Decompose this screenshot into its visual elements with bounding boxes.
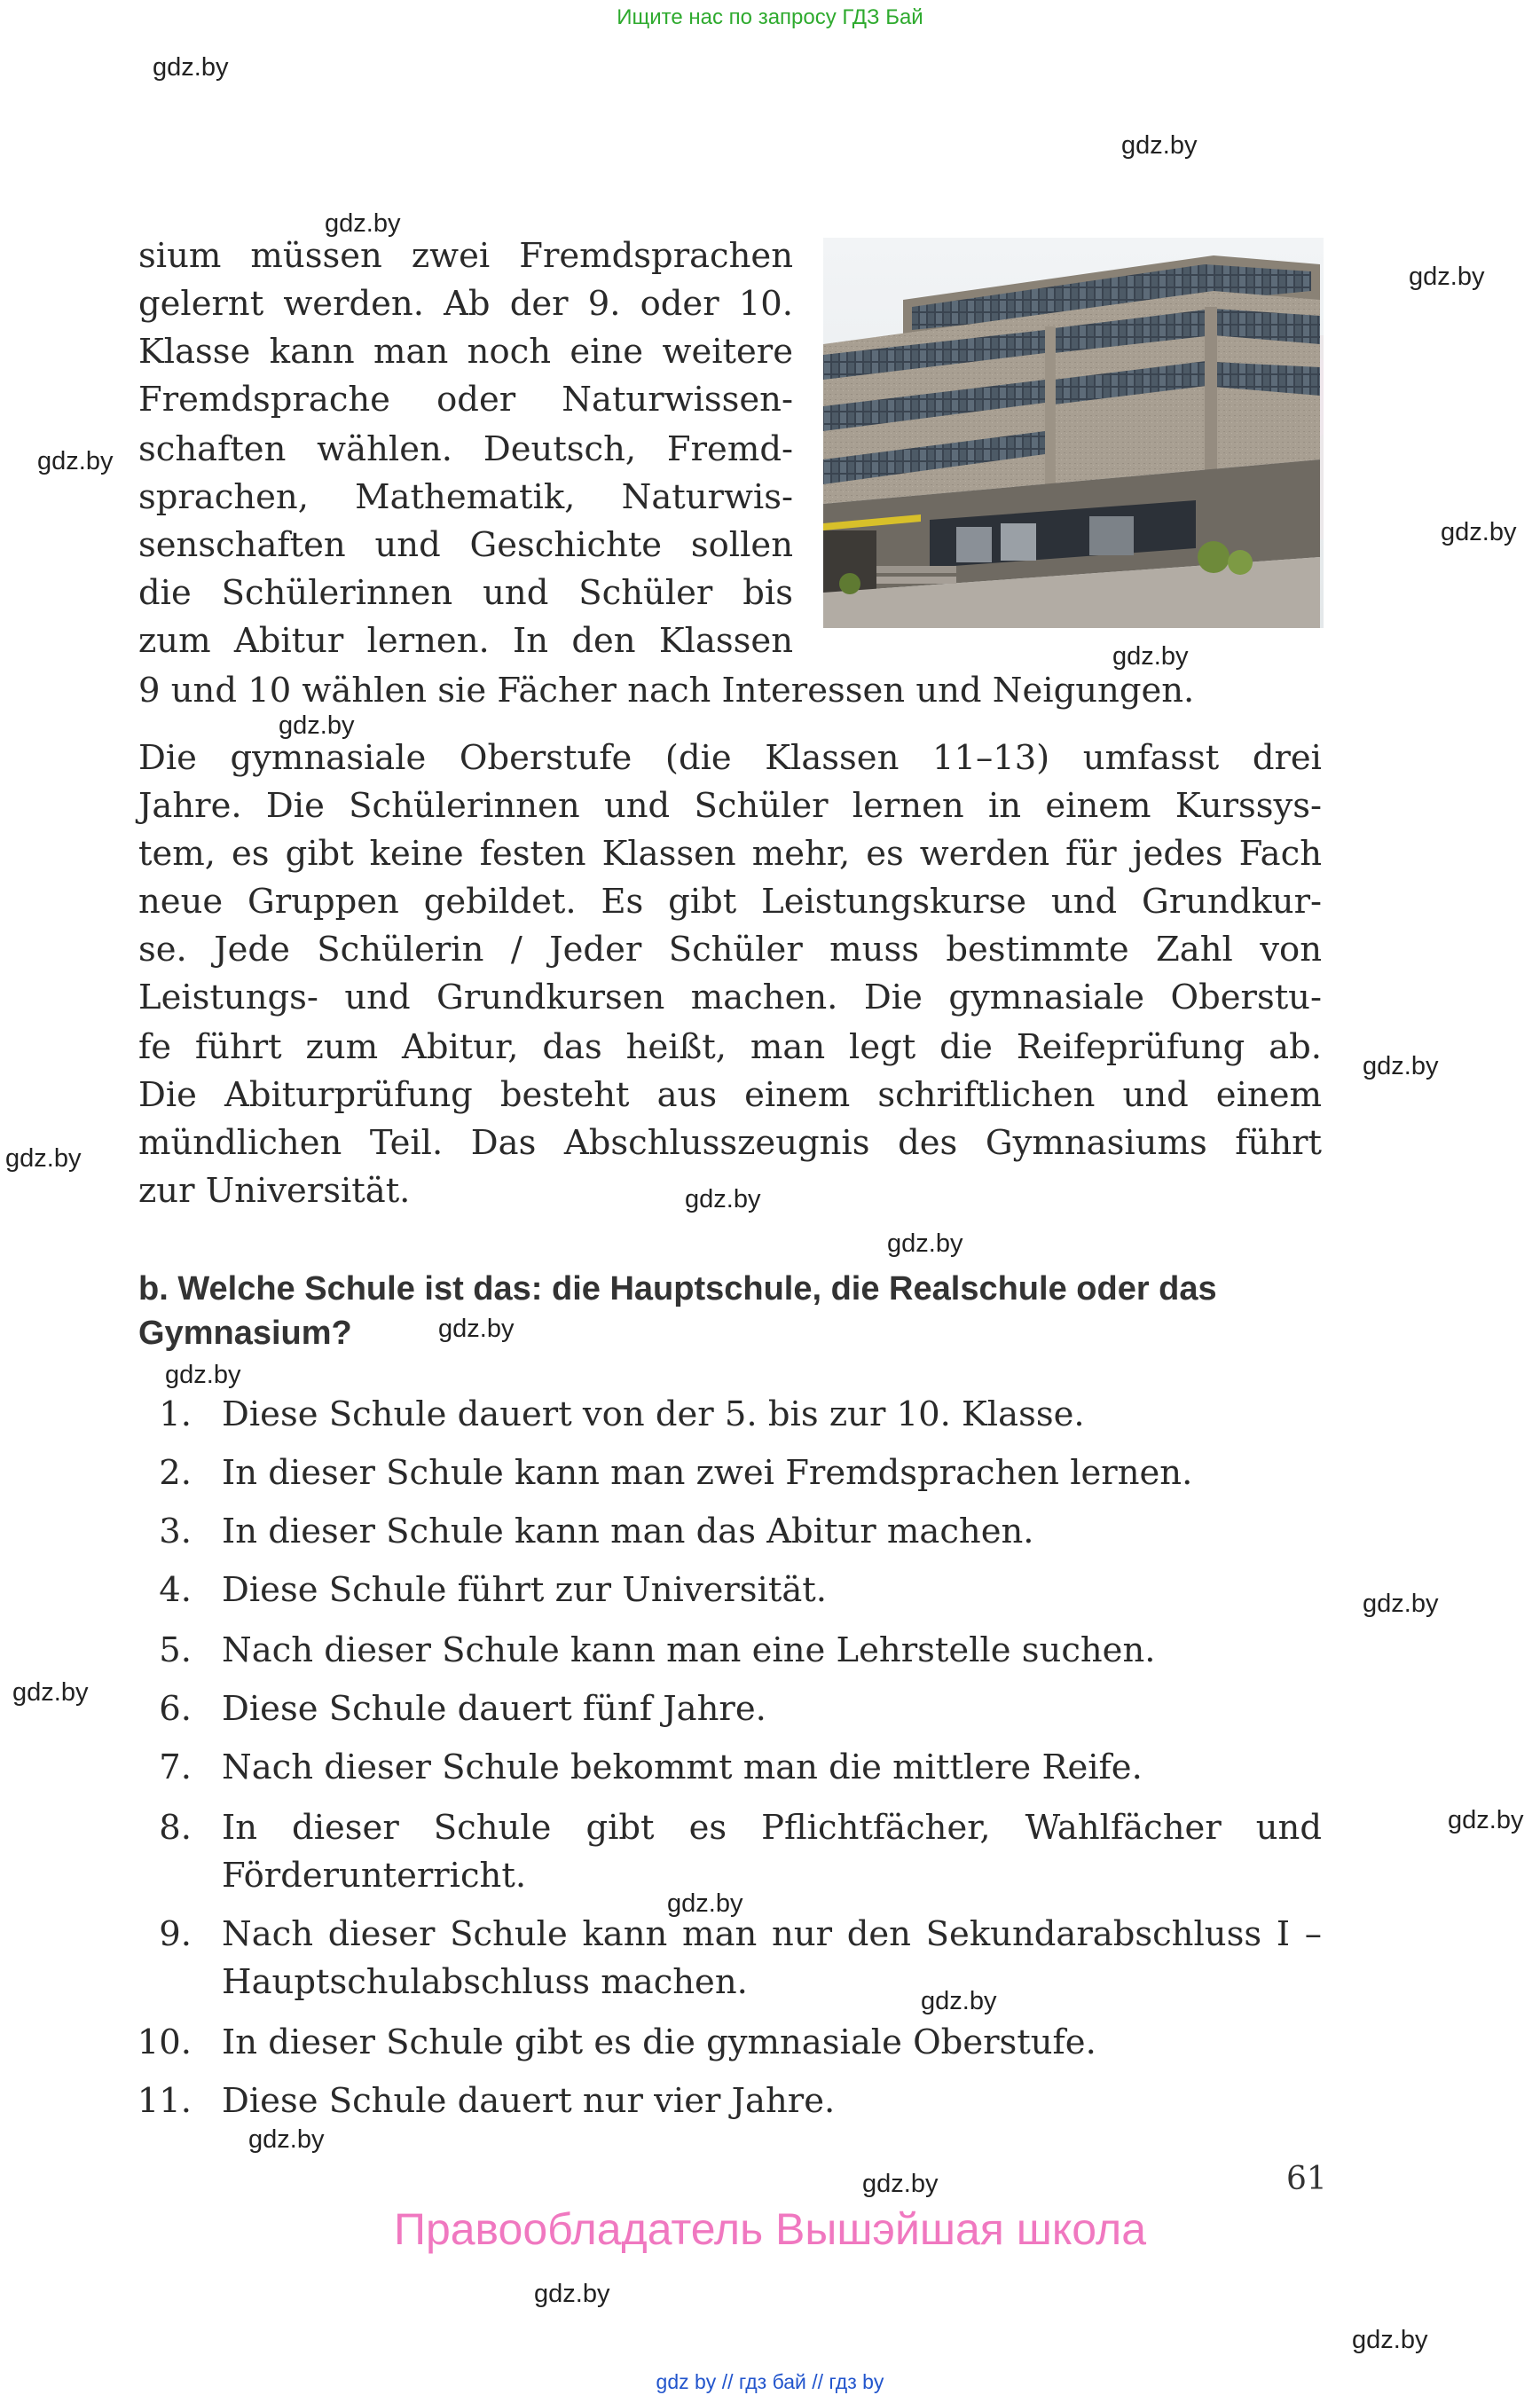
list-item: Nach dieser Schule bekommt man die mittlere Reife. — [222, 1747, 1143, 1787]
text-line: Die gymnasiale Oberstufe (die Klassen 11–13) umfasst drei — [138, 738, 1322, 778]
watermark: gdz.by — [153, 53, 229, 82]
text-line: fe führt zum Abitur, das heißt, man legt die Reifeprüfung ab. — [138, 1027, 1322, 1067]
watermark: gdz.by — [534, 2280, 610, 2308]
item-number: 7. — [159, 1747, 192, 1787]
item-number: 1. — [159, 1394, 192, 1434]
watermark: gdz.by — [1441, 518, 1517, 546]
item-number: 8. — [159, 1808, 192, 1848]
watermark: gdz.by — [279, 711, 355, 740]
watermark: gdz.by — [12, 1678, 89, 1707]
watermark: gdz.by — [1363, 1590, 1439, 1618]
watermark: gdz.by — [887, 1229, 963, 1258]
text-line: senschaften und Geschichte sollen — [138, 525, 793, 565]
text-line: 9 und 10 wählen sie Fächer nach Interessen und Neigungen. — [138, 671, 1195, 711]
item-number: 2. — [159, 1453, 192, 1493]
text-line: Jahre. Die Schülerinnen und Schüler lernen in einem Kurssys- — [138, 786, 1322, 826]
watermark: gdz.by — [1352, 2326, 1428, 2354]
watermark: gdz.by — [685, 1185, 761, 1213]
school-building-photo — [823, 238, 1324, 628]
text-line: Klasse kann man noch eine weitere — [138, 332, 793, 372]
watermark: gdz.by — [1121, 131, 1198, 160]
list-item: Diese Schule führt zur Universität. — [222, 1570, 827, 1610]
item-number: 10. — [137, 2022, 192, 2062]
item-number: 11. — [137, 2081, 192, 2121]
task-heading: b. Welche Schule ist das: die Hauptschule, die Realschule oder das — [138, 1270, 1217, 1308]
watermark: gdz.by — [5, 1144, 82, 1173]
watermark: gdz.by — [921, 1987, 997, 2015]
text-line: Fremdsprache oder Naturwissen- — [138, 380, 793, 420]
text-line: tem, es gibt keine festen Klassen mehr, es werden für jedes Fach — [138, 834, 1322, 874]
list-item-continuation: Förderunterricht. — [222, 1856, 527, 1896]
list-item: In dieser Schule gibt es die gymnasiale Oberstufe. — [222, 2022, 1096, 2062]
text-line: neue Gruppen gebildet. Es gibt Leistungskurse und Grundkur- — [138, 882, 1322, 922]
item-number: 4. — [159, 1570, 192, 1610]
text-line: zum Abitur lernen. In den Klassen — [138, 621, 793, 661]
list-item-continuation: Hauptschulabschluss machen. — [222, 1962, 748, 2002]
page-number: 61 — [1286, 2161, 1327, 2197]
watermark: gdz.by — [438, 1315, 515, 1343]
text-line: sprachen, Mathematik, Naturwis- — [138, 477, 793, 517]
watermark: gdz.by — [165, 1361, 241, 1389]
top-search-hint[interactable]: Ищите нас по запросу ГДЗ Бай — [617, 5, 923, 29]
item-number: 5. — [159, 1630, 192, 1670]
item-number: 6. — [159, 1689, 192, 1729]
watermark: gdz.by — [667, 1889, 743, 1918]
list-item: Diese Schule dauert nur vier Jahre. — [222, 2081, 836, 2121]
watermark: gdz.by — [248, 2125, 325, 2154]
text-line: Die Abiturprüfung besteht aus einem schriftlichen und einem — [138, 1075, 1322, 1115]
footer-links[interactable]: gdz by // гдз бай // гдз by — [656, 2370, 884, 2393]
list-item: In dieser Schule kann man zwei Fremdsprachen lernen. — [222, 1453, 1193, 1493]
watermark: gdz.by — [1409, 263, 1485, 291]
list-item: Diese Schule dauert fünf Jahre. — [222, 1689, 766, 1729]
item-number: 3. — [159, 1512, 192, 1551]
list-item: Diese Schule dauert von der 5. bis zur 10. Klasse. — [222, 1394, 1085, 1434]
text-line: die Schülerinnen und Schüler bis — [138, 573, 793, 613]
watermark: gdz.by — [325, 209, 401, 238]
watermark: gdz.by — [1112, 642, 1189, 671]
watermark: gdz.by — [1363, 1052, 1439, 1080]
text-line: schaften wählen. Deutsch, Fremd- — [138, 429, 793, 469]
copyright-notice: Правообладатель Вышэйшая школа — [394, 2204, 1146, 2254]
list-item: Nach dieser Schule kann man nur den Sekundarabschluss I – — [222, 1914, 1322, 1954]
item-number: 9. — [159, 1914, 192, 1954]
text-line: sium müssen zwei Fremdsprachen — [138, 236, 793, 276]
text-line: se. Jede Schülerin / Jeder Schüler muss bestimmte Zahl von — [138, 930, 1322, 970]
watermark: gdz.by — [1448, 1806, 1524, 1834]
watermark: gdz.by — [37, 447, 114, 475]
list-item: In dieser Schule gibt es Pflichtfächer, Wahlfächer und — [222, 1808, 1322, 1848]
list-item: In dieser Schule kann man das Abitur machen. — [222, 1512, 1034, 1551]
text-line: Leistungs- und Grundkursen machen. Die gymnasiale Oberstu- — [138, 978, 1322, 1017]
text-line: gelernt werden. Ab der 9. oder 10. — [138, 284, 793, 324]
list-item: Nach dieser Schule kann man eine Lehrstelle suchen. — [222, 1630, 1156, 1670]
task-heading: Gymnasium? — [138, 1315, 352, 1352]
text-line: zur Universität. — [138, 1171, 411, 1211]
watermark: gdz.by — [862, 2170, 939, 2198]
text-line: mündlichen Teil. Das Abschlusszeugnis des Gymnasiums führt — [138, 1123, 1322, 1163]
